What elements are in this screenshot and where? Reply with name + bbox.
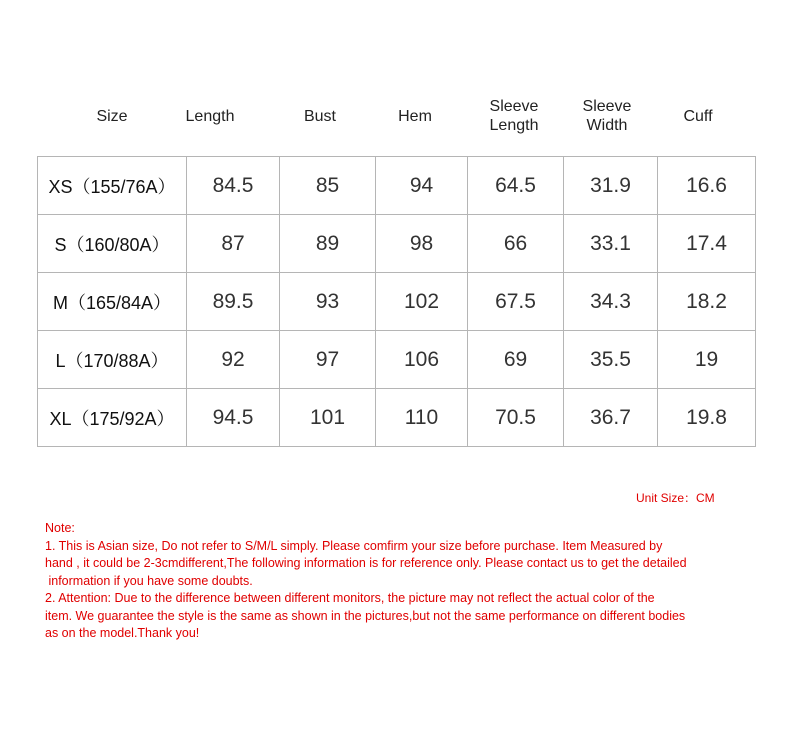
table-row (38, 389, 756, 447)
measurement-cell: 94.5 (187, 389, 280, 447)
note-block (45, 520, 755, 643)
note-line: as on the model.Thank you! (45, 626, 200, 640)
size-chart-table (37, 156, 756, 447)
header-length: Length (185, 107, 235, 125)
header-sleeve-width: Sleeve Width (582, 98, 632, 134)
measurement-cell: 94 (376, 157, 468, 215)
measurement-cell: 89 (280, 215, 376, 273)
measurement-cell: 36.7 (564, 389, 658, 447)
measurement-cell: 97 (280, 331, 376, 389)
table-row (38, 273, 756, 331)
header-bust: Bust (303, 107, 336, 125)
measurement-cell: 33.1 (564, 215, 658, 273)
measurement-cell: 85 (280, 157, 376, 215)
header-hem: Hem (398, 107, 432, 125)
table-row (38, 157, 756, 215)
size-cell: M（165/84A） (38, 273, 187, 331)
measurement-cell: 16.6 (658, 157, 756, 215)
size-cell: XL（175/92A） (38, 389, 187, 447)
measurement-cell: 106 (376, 331, 468, 389)
measurement-cell: 18.2 (658, 273, 756, 331)
table-row (38, 215, 756, 273)
table-row (38, 331, 756, 389)
measurement-cell: 98 (376, 215, 468, 273)
note-line: information if you have some doubts. (45, 573, 253, 588)
measurement-cell: 102 (376, 273, 468, 331)
size-cell: L（170/88A） (38, 331, 187, 389)
measurement-cell: 101 (280, 389, 376, 447)
measurement-cell: 89.5 (187, 273, 280, 331)
measurement-cell: 17.4 (658, 215, 756, 273)
measurement-cell: 110 (376, 389, 468, 447)
measurement-cell: 19.8 (658, 389, 756, 447)
measurement-cell: 93 (280, 273, 376, 331)
measurement-cell: 34.3 (564, 273, 658, 331)
size-cell: XS（155/76A） (38, 157, 187, 215)
header-size: Size (96, 107, 128, 125)
note-line: item. We guarantee the style is the same as shown in the pictures,but not the same performance on different bodies (45, 608, 686, 623)
unit-size-label: Unit Size：CM (636, 491, 715, 505)
header-sleeve-length: Sleeve Length (489, 98, 539, 134)
measurement-cell: 19 (658, 331, 756, 389)
note-line: 1. This is Asian size, Do not refer to S/M/L simply. Please comfirm your size before purchase. Item Measured by (45, 538, 663, 553)
measurement-cell: 66 (468, 215, 564, 273)
measurement-cell: 69 (468, 331, 564, 389)
note-title: Note: (45, 521, 75, 535)
header-cuff: Cuff (683, 107, 713, 125)
measurement-cell: 31.9 (564, 157, 658, 215)
measurement-cell: 35.5 (564, 331, 658, 389)
size-cell: S（160/80A） (38, 215, 187, 273)
measurement-cell: 64.5 (468, 157, 564, 215)
measurement-cell: 84.5 (187, 157, 280, 215)
measurement-cell: 87 (187, 215, 280, 273)
note-line: 2. Attention: Due to the difference between different monitors, the picture may not reflect the actual color of the (45, 591, 655, 605)
measurement-cell: 70.5 (468, 389, 564, 447)
measurement-cell: 92 (187, 331, 280, 389)
measurement-cell: 67.5 (468, 273, 564, 331)
note-line: hand , it could be 2-3cmdifferent,The following information is for reference only. Please contact us to get the detailed (45, 556, 687, 570)
